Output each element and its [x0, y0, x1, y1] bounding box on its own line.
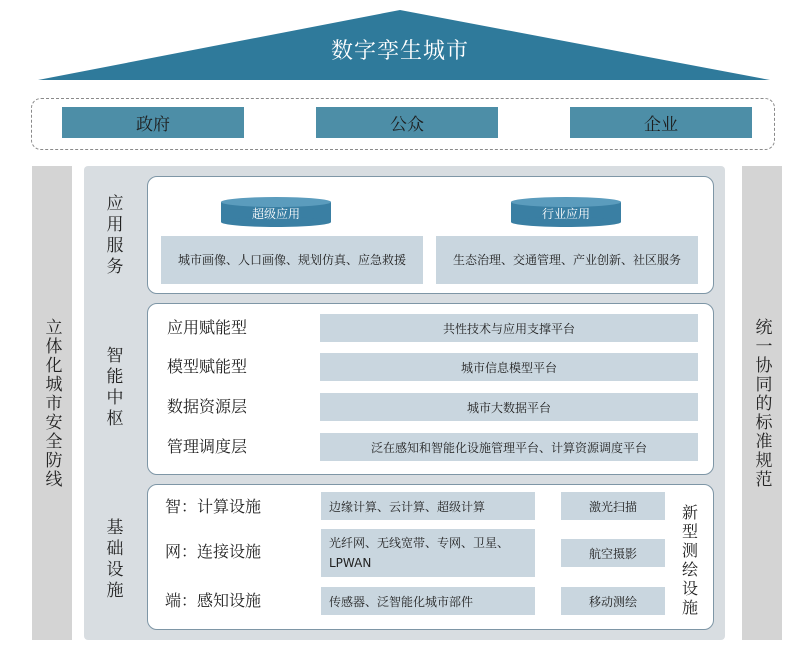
- hub-row-value: 城市大数据平台: [320, 393, 698, 421]
- diagram-title: 数字孪生城市: [330, 39, 469, 64]
- industry-app-cylinder: [511, 197, 621, 227]
- hub-row-value: 共性技术与应用支撑平台: [320, 314, 698, 342]
- survey-item: 航空摄影: [561, 539, 665, 567]
- infra-row-label: 网：连接设施: [165, 542, 262, 561]
- security-defense-column: [32, 166, 72, 640]
- standards-column: [742, 166, 782, 640]
- hub-row-label: 应用赋能型: [167, 318, 248, 337]
- hub-row-label: 管理调度层: [167, 437, 248, 456]
- hub-row-label: 数据资源层: [167, 397, 248, 416]
- super-app-label: 超级应用: [251, 207, 300, 221]
- super-app-cylinder: [221, 197, 331, 227]
- hub-row-value: 泛在感知和智能化设施管理平台、计算资源调度平台: [320, 433, 698, 461]
- infra-row-value: 传感器、泛智能化城市部件: [321, 587, 535, 615]
- survey-item: 移动测绘: [561, 587, 665, 615]
- industry-app-description: 生态治理、交通管理、产业创新、社区服务: [436, 236, 698, 284]
- infra-row-value: 边缘计算、云计算、超级计算: [321, 492, 535, 520]
- infrastructure-layer-label: 基础设施: [102, 518, 123, 602]
- industry-app-label: 行业应用: [541, 207, 590, 221]
- new-survey-facilities-label: 新型测绘设施: [679, 504, 699, 618]
- user-public: 公众: [316, 107, 498, 138]
- infra-row-label: 端：感知设施: [165, 591, 262, 610]
- hub-row-value: 城市信息模型平台: [320, 353, 698, 381]
- user-enterprise: 企业: [570, 107, 752, 138]
- super-app-description: 城市画像、人口画像、规划仿真、应急救援: [161, 236, 423, 284]
- user-government: 政府: [62, 107, 244, 138]
- infra-row-value: 光纤网、无线宽带、专网、卫星、LPWAN: [321, 529, 535, 577]
- security-defense-label: 立体化城市安全防线: [41, 317, 62, 489]
- standards-label: 统一协同的标准规范: [751, 317, 772, 489]
- infra-row-label: 智：计算设施: [165, 497, 262, 516]
- smart-hub-layer-label: 智能中枢: [102, 346, 123, 430]
- survey-item: 激光扫描: [561, 492, 665, 520]
- hub-row-label: 模型赋能型: [167, 357, 248, 376]
- app-service-layer-label: 应用服务: [102, 194, 123, 278]
